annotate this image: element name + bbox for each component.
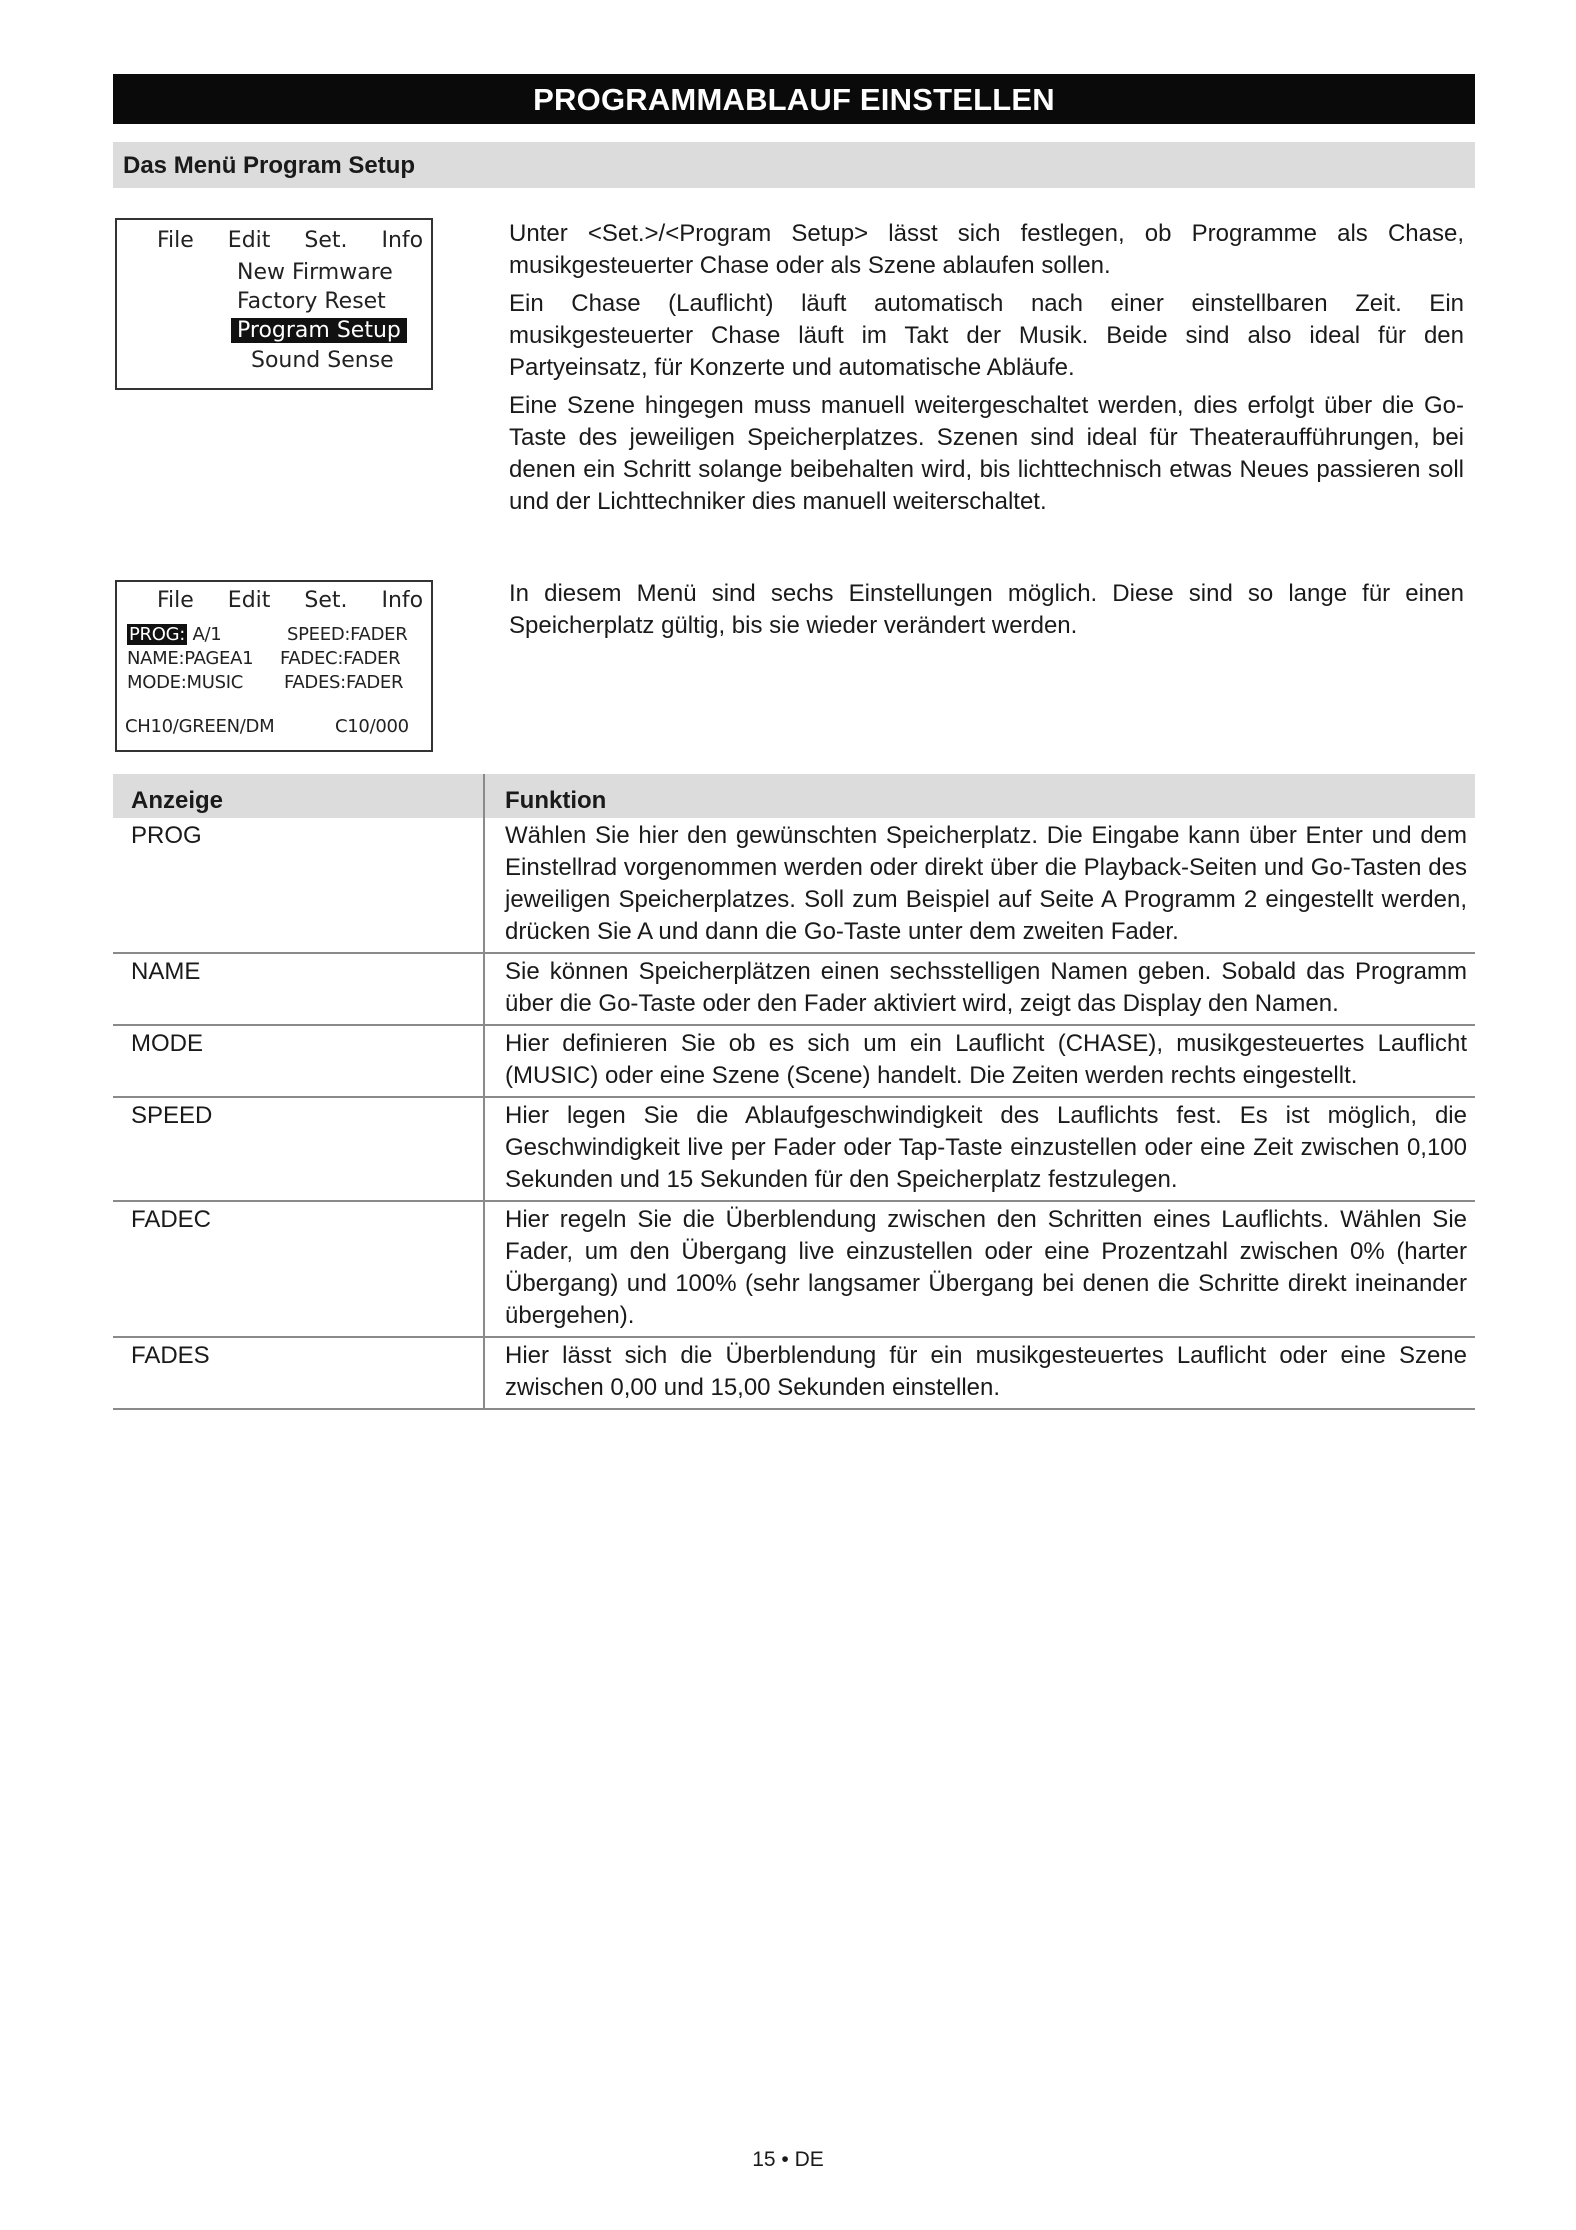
table-row xyxy=(113,1025,1475,1097)
table-row xyxy=(113,953,1475,1025)
row-key: FADES xyxy=(113,1337,484,1409)
row-description: Sie können Speicherplätzen einen sechsstelligen Namen geben. Sobald das Programm über die Go-Taste oder den Fader aktiviert wird, zeigt das Display den Namen. xyxy=(484,953,1475,1025)
scene-paragraph: Eine Szene hingegen muss manuell weitergeschaltet werden, dies erfolgt über die Go-Taste des jeweiligen Speicherplatzes. Szenen sind ideal für Theateraufführungen, bei denen ein Schritt solange beibehalten wird, bis lichttechnisch etwas Neues passieren soll und der Lichttechniker dies manuell weiterschaltet. xyxy=(509,392,1464,515)
lcd-menu-bar: File Edit Set. Info xyxy=(157,228,424,253)
lcd-speed-field: SPEED:FADER xyxy=(287,624,408,645)
chase-paragraph: Ein Chase (Lauflicht) läuft automatisch nach einer einstellbaren Zeit. Ein musikgesteuerter Chase läuft im Takt der Musik. Beide sind also ideal für den Partyeinsatz, für Konzerte und automatische Abläufe. xyxy=(509,290,1464,381)
row-key: NAME xyxy=(113,953,484,1025)
row-description: Hier lässt sich die Überblendung für ein musikgesteuertes Lauflicht oder eine Szene zwischen 0,00 und 15,00 Sekunden einstellen. xyxy=(484,1337,1475,1409)
row-description: Hier regeln Sie die Überblendung zwischen den Schritten eines Lauflichts. Wählen Sie Fader, um den Übergang live einzustellen oder eine Prozentzahl zwischen 0% (harter Übergang) und 100% (sehr langsamer Übergang bei denen die Schritte direkt ineinander übergehen). xyxy=(484,1201,1475,1337)
lcd-name-field: NAME:PAGEA1 xyxy=(127,648,254,669)
section-heading: Das Menü Program Setup xyxy=(113,142,1475,188)
row-description: Wählen Sie hier den gewünschten Speicherplatz. Die Eingabe kann über Enter und dem Einstellrad vorgenommen werden oder direkt über die Playback-Seiten und Go-Tasten des jeweiligen Speicherplatzes. Soll zum Beispiel auf Seite A Programm 2 eingestellt werden, drücken Sie A und dann die Go-Taste unter dem zweiten Fader. xyxy=(484,818,1475,953)
row-key: SPEED xyxy=(113,1097,484,1201)
lcd-menu-screenshot xyxy=(115,218,433,390)
lcd-fadec-field: FADEC:FADER xyxy=(280,648,401,669)
table-row xyxy=(113,1337,1475,1409)
page-number: 15 • DE xyxy=(752,2148,824,2171)
row-key: PROG xyxy=(113,818,484,953)
table-row xyxy=(113,1097,1475,1201)
table-row xyxy=(113,818,1475,953)
lcd-menu-item-selected: Program Setup xyxy=(231,318,407,343)
lcd-menu-item: New Firmware xyxy=(237,260,393,285)
column-header-funktion: Funktion xyxy=(484,774,1475,818)
settings-paragraph: In diesem Menü sind sechs Einstellungen möglich. Diese sind so lange für einen Speicherplatz gültig, bis sie wieder verändert werden. xyxy=(509,580,1464,639)
lcd-prog-value: A/1 xyxy=(192,624,222,645)
lcd-menu-item: Factory Reset xyxy=(237,289,386,314)
lcd-mode-field: MODE:MUSIC xyxy=(127,672,244,693)
table-header-row xyxy=(113,774,1475,818)
lcd-fades-field: FADES:FADER xyxy=(284,672,404,693)
row-key: FADEC xyxy=(113,1201,484,1337)
row-description: Hier legen Sie die Ablaufgeschwindigkeit des Lauflichts fest. Es ist möglich, die Geschwindigkeit live per Fader oder Tap-Taste einzustellen oder eine Zeit zwischen 0,100 Sekunden und 15 Sekunden für den Speicherplatz festzulegen. xyxy=(484,1097,1475,1201)
table-row xyxy=(113,1201,1475,1337)
settings-table xyxy=(113,774,1475,1410)
lcd-program-setup-screenshot xyxy=(115,580,433,752)
lcd-prog-field xyxy=(127,624,221,645)
lcd-status-right: C10/000 xyxy=(335,716,409,737)
intro-paragraph: Unter <Set.>/<Program Setup> lässt sich festlegen, ob Programme als Chase, musikgesteuerter Chase oder als Szene ablaufen sollen. xyxy=(509,220,1464,279)
row-key: MODE xyxy=(113,1025,484,1097)
lcd-prog-label: PROG: xyxy=(129,624,186,645)
page-title: PROGRAMMABLAUF EINSTELLEN xyxy=(113,74,1475,124)
column-header-anzeige: Anzeige xyxy=(113,774,484,818)
row-description: Hier definieren Sie ob es sich um ein Lauflicht (CHASE), musikgesteuertes Lauflicht (MUSIC) oder eine Szene (Scene) handelt. Die Zeiten werden rechts eingestellt. xyxy=(484,1025,1475,1097)
lcd-menu-item: Sound Sense xyxy=(251,348,394,373)
lcd-menu-bar: File Edit Set. Info xyxy=(157,588,424,613)
lcd-status-left: CH10/GREEN/DM xyxy=(125,716,275,737)
